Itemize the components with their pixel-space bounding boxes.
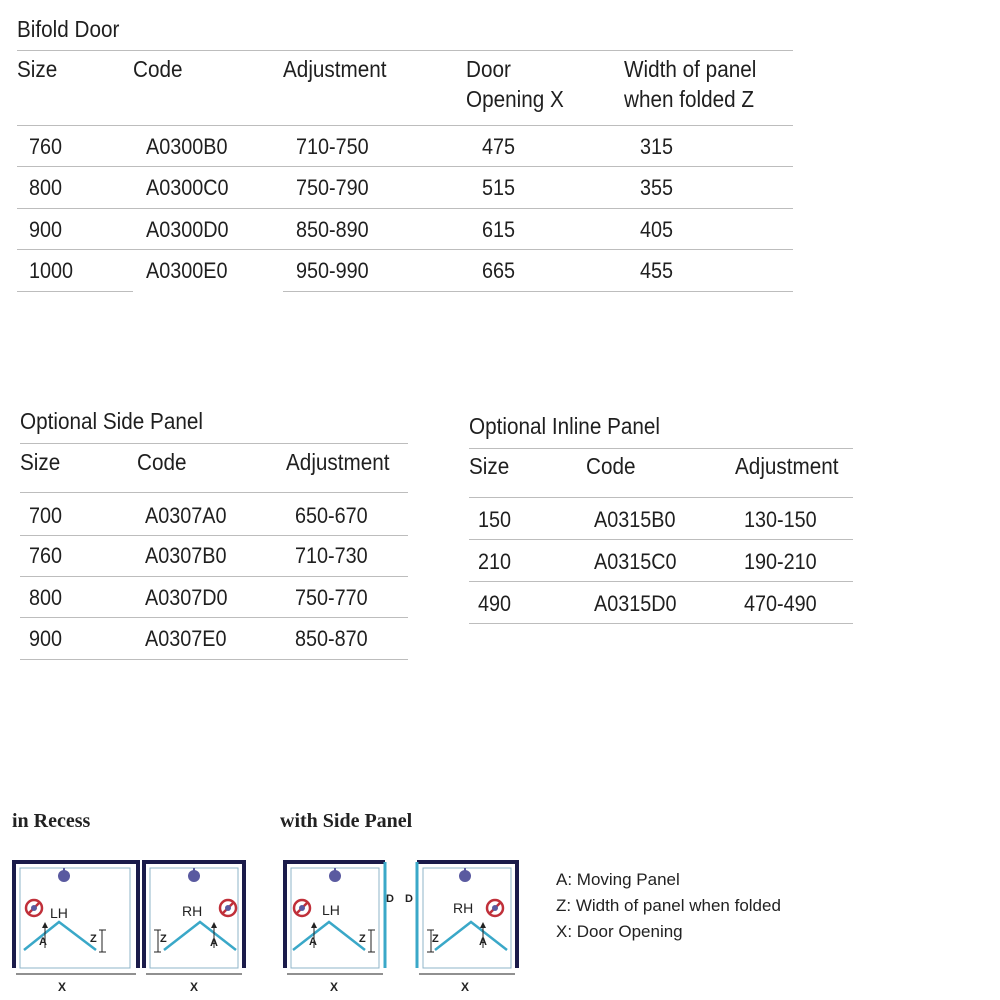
bifold-row-4-code: A0300E0 — [146, 258, 228, 283]
inline-panel-title: Optional Inline Panel — [469, 413, 661, 439]
hand-label: RH — [453, 900, 474, 916]
legend-item-x: X: Door Opening — [556, 922, 683, 941]
bifold-row-2-opening: 515 — [482, 175, 516, 200]
inline-panel-row-3-code: A0315D0 — [594, 591, 677, 616]
side-panel-row-2-size: 760 — [29, 543, 63, 568]
z-label: Z — [160, 933, 167, 945]
side-panel-title: Optional Side Panel — [20, 408, 203, 434]
hand-label: LH — [50, 905, 68, 921]
bifold-row-1-opening: 475 — [482, 134, 516, 159]
x-label: X — [461, 980, 470, 994]
side-panel-row-4-code: A0307E0 — [145, 626, 227, 651]
side-panel-top-rule — [20, 443, 408, 444]
inline-panel-row-1-adjustment: 130-150 — [744, 507, 817, 532]
panel-a-label: A — [39, 936, 47, 948]
bifold-row-3-width: 405 — [640, 217, 674, 242]
bifold-header-width-line1: Width of panel — [624, 56, 757, 82]
legend-item-z: Z: Width of panel when folded — [556, 896, 781, 915]
inline-panel-row-2-code: A0315C0 — [594, 549, 677, 574]
panel-a-label: A — [479, 936, 487, 948]
side-panel-row-3-code: A0307D0 — [145, 585, 228, 610]
bifold-header-opening — [466, 54, 564, 114]
bifold-panels — [293, 922, 365, 950]
bifold-panels — [435, 922, 507, 950]
bifold-row-4-opening: 665 — [482, 258, 516, 283]
bifold-bottom-rule — [17, 291, 133, 292]
inline-panel-row-1-size: 150 — [478, 507, 512, 532]
z-label: Z — [432, 933, 439, 945]
side-panel-header-rule — [20, 492, 408, 493]
with-side-panel-label: with Side Panel — [280, 810, 413, 832]
bifold-row-3-code: A0300D0 — [146, 217, 229, 242]
z-label: Z — [359, 933, 366, 945]
inline-panel-top-rule — [469, 448, 853, 449]
panel-a-label: A — [210, 937, 218, 949]
tray-outline — [423, 868, 511, 968]
inline-panel-row-3-adjustment: 470-490 — [744, 591, 817, 616]
side-panel-row-2-code: A0307B0 — [145, 543, 227, 568]
bifold-row-1-width: 315 — [640, 134, 674, 159]
side-panel-rh-diagram — [403, 860, 523, 995]
bifold-row-3-opening: 615 — [482, 217, 516, 242]
bifold-row-4-adjustment: 950-990 — [296, 258, 369, 283]
bifold-row-rule — [17, 166, 793, 167]
bifold-row-rule — [17, 249, 793, 250]
inline-panel-bottom-rule — [469, 623, 853, 624]
side-panel-row-1-size: 700 — [29, 503, 63, 528]
side-panel-row-3-size: 800 — [29, 585, 63, 610]
side-panel-row-rule — [20, 576, 408, 577]
bifold-row-2-code: A0300C0 — [146, 175, 229, 200]
bifold-row-4-size: 1000 — [29, 258, 74, 283]
bifold-row-1-code: A0300B0 — [146, 134, 228, 159]
x-label: X — [58, 980, 67, 994]
recess-rh-diagram — [142, 860, 252, 995]
bifold-panels — [164, 922, 236, 950]
inline-panel-row-2-size: 210 — [478, 549, 512, 574]
bifold-title: Bifold Door — [17, 16, 120, 42]
inline-panel-row-rule — [469, 539, 853, 540]
side-panel-header-code: Code — [137, 449, 187, 475]
bifold-row-4-width: 455 — [640, 258, 674, 283]
panel-a-label: A — [309, 936, 317, 948]
bifold-top-rule — [17, 50, 793, 51]
bifold-header-width-line2: when folded Z — [624, 86, 755, 112]
side-panel-row-rule — [20, 535, 408, 536]
bifold-row-1-adjustment: 710-750 — [296, 134, 369, 159]
hand-label: RH — [182, 903, 203, 919]
tray-outline — [20, 868, 130, 968]
side-panel-row-4-adjustment: 850-870 — [295, 626, 368, 651]
bifold-row-3-size: 900 — [29, 217, 63, 242]
bifold-row-2-width: 355 — [640, 175, 674, 200]
inline-panel-header-rule — [469, 497, 853, 498]
inline-panel-header-adjustment: Adjustment — [735, 453, 839, 479]
z-label: Z — [90, 933, 97, 945]
tray-outline — [291, 868, 379, 968]
inline-panel-header-size: Size — [469, 453, 510, 479]
side-panel-row-2-adjustment: 710-730 — [295, 543, 368, 568]
side-panel-row-1-code: A0307A0 — [145, 503, 227, 528]
bifold-header-size: Size — [17, 56, 58, 82]
d-label: D — [405, 893, 413, 905]
bifold-row-2-adjustment: 750-790 — [296, 175, 369, 200]
bifold-header-rule — [17, 125, 793, 126]
bifold-panels — [24, 922, 96, 950]
inline-panel-row-rule — [469, 581, 853, 582]
bifold-header-adjustment: Adjustment — [283, 56, 387, 82]
side-panel-row-4-size: 900 — [29, 626, 63, 651]
bifold-header-code: Code — [133, 56, 183, 82]
recess-lh-diagram — [12, 860, 142, 995]
bifold-row-rule — [17, 208, 793, 209]
d-label: D — [386, 893, 394, 905]
bifold-row-3-adjustment: 850-890 — [296, 217, 369, 242]
side-panel-lh-diagram — [283, 860, 403, 995]
x-label: X — [330, 980, 339, 994]
inline-panel-row-2-adjustment: 190-210 — [744, 549, 817, 574]
x-label: X — [190, 980, 199, 994]
side-panel-header-adjustment: Adjustment — [286, 449, 390, 475]
side-panel-bottom-rule — [20, 659, 408, 660]
in-recess-label: in Recess — [12, 810, 91, 832]
side-panel-row-1-adjustment: 650-670 — [295, 503, 368, 528]
bifold-row-2-size: 800 — [29, 175, 63, 200]
bifold-header-width — [624, 54, 756, 114]
side-panel-row-rule — [20, 617, 408, 618]
inline-panel-row-3-size: 490 — [478, 591, 512, 616]
inline-panel-row-1-code: A0315B0 — [594, 507, 676, 532]
bifold-bottom-rule — [283, 291, 793, 292]
side-panel-row-3-adjustment: 750-770 — [295, 585, 368, 610]
bifold-row-1-size: 760 — [29, 134, 63, 159]
inline-panel-header-code: Code — [586, 453, 636, 479]
bifold-header-opening-line1: Door — [466, 56, 511, 82]
side-panel-header-size: Size — [20, 449, 61, 475]
hand-label: LH — [322, 902, 340, 918]
bifold-header-opening-line2: Opening X — [466, 86, 564, 112]
legend-item-a: A: Moving Panel — [556, 870, 680, 889]
